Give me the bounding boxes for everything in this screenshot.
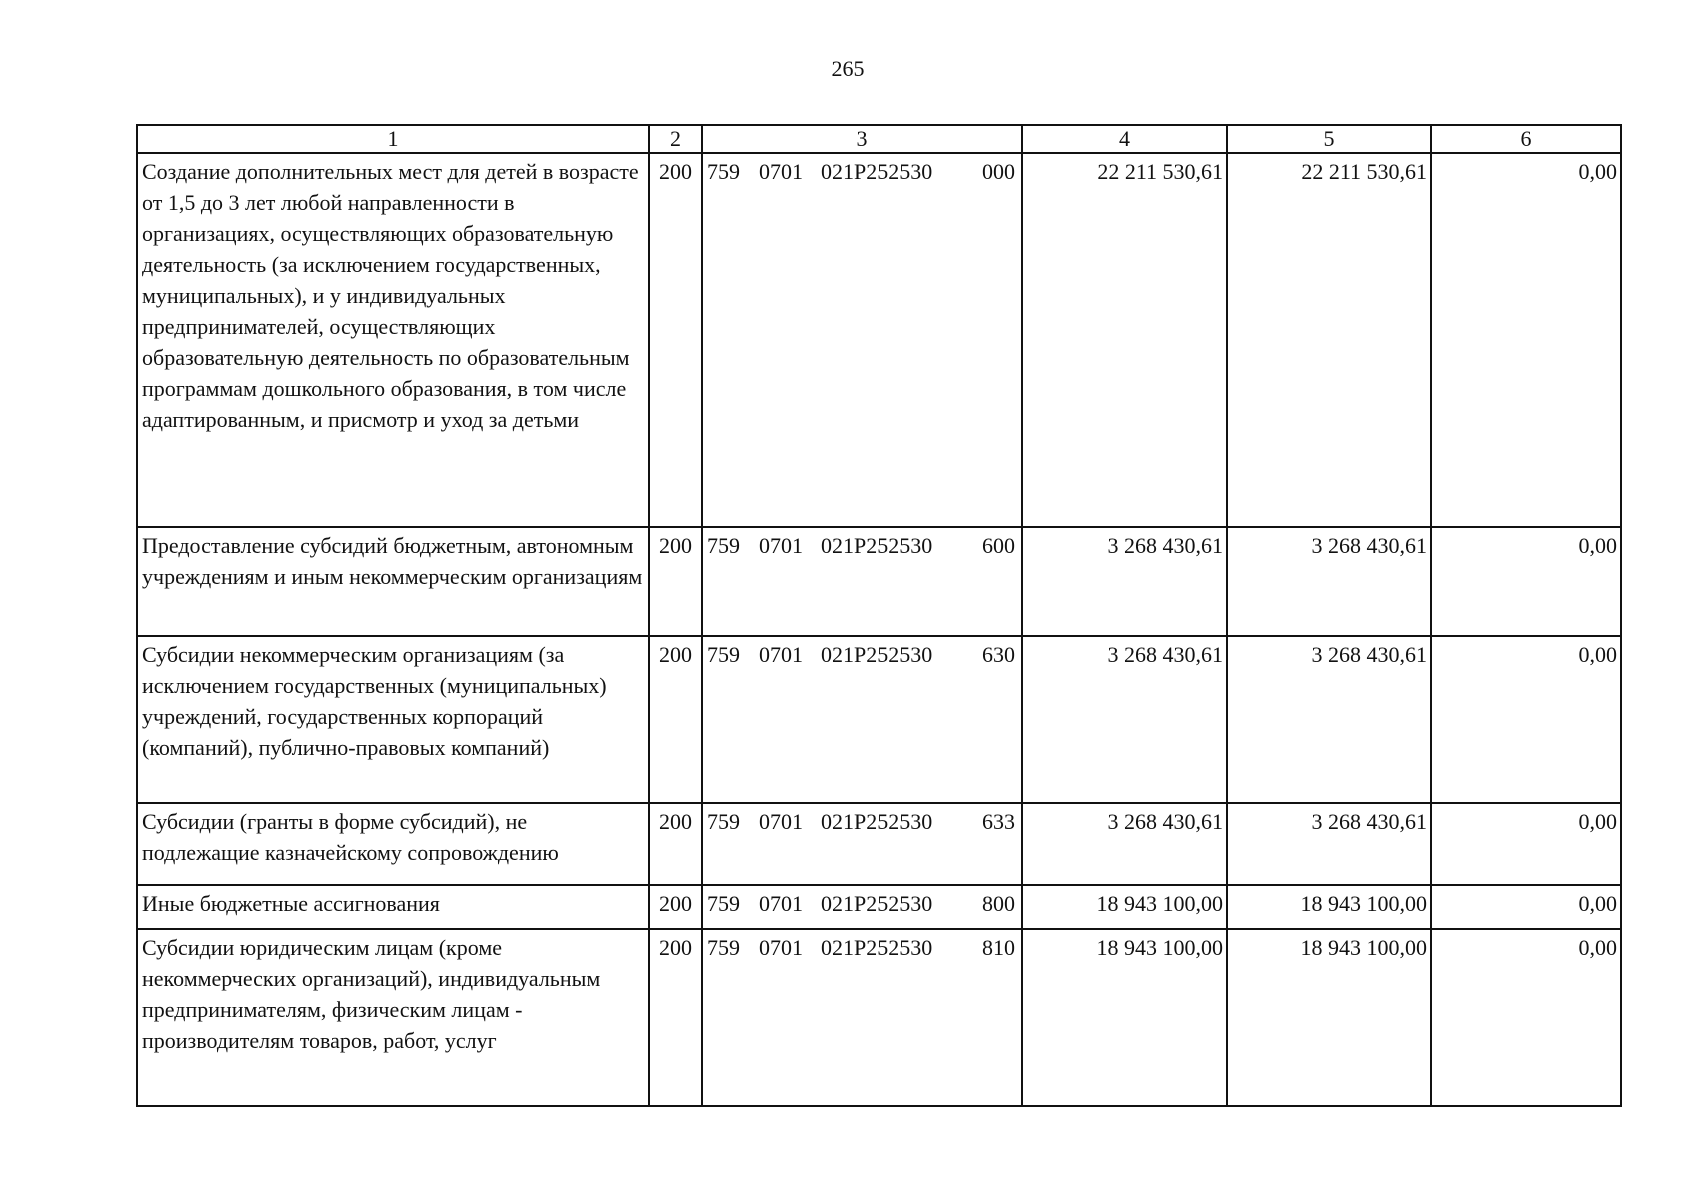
row-code xyxy=(702,153,1022,527)
table-row xyxy=(137,885,1621,929)
row-col4: 22 211 530,61 xyxy=(1022,153,1227,527)
row-col4: 3 268 430,61 xyxy=(1022,803,1227,885)
header-cell: 6 xyxy=(1431,125,1621,153)
header-cell: 1 xyxy=(137,125,649,153)
row-name: Субсидии юридическим лицам (кроме некоммерческих организаций), индивидуальным предпринимателям, физическим лицам - производителям товаров, работ, услуг xyxy=(137,929,649,1106)
row-col4: 18 943 100,00 xyxy=(1022,929,1227,1106)
row-col4: 3 268 430,61 xyxy=(1022,636,1227,803)
row-col6: 0,00 xyxy=(1431,527,1621,636)
code-part: 0701 xyxy=(759,642,803,667)
row-code xyxy=(702,803,1022,885)
header-cell: 4 xyxy=(1022,125,1227,153)
row-col4: 18 943 100,00 xyxy=(1022,885,1227,929)
row-code xyxy=(702,527,1022,636)
code-part: 0701 xyxy=(759,533,803,558)
code-part: 021P252530 xyxy=(821,642,933,667)
code-part: 0701 xyxy=(759,809,803,834)
row-code xyxy=(702,929,1022,1106)
row-col2: 200 xyxy=(649,636,702,803)
row-col5: 3 268 430,61 xyxy=(1227,527,1431,636)
code-part: 800 xyxy=(982,891,1015,916)
row-col6: 0,00 xyxy=(1431,885,1621,929)
row-name: Создание дополнительных мест для детей в возрасте от 1,5 до 3 лет любой направленности в организациях, осуществляющих образовательную деятельность (за исключением государственных, муниципальных), и у индивидуальных предпринимателей, осуществляющих образовательную деятельность по образовательным программам дошкольного образования, в том числе адаптированным, и присмотр и уход за детьми xyxy=(137,153,649,527)
row-col6: 0,00 xyxy=(1431,929,1621,1106)
header-cell: 2 xyxy=(649,125,702,153)
code-part: 633 xyxy=(982,809,1015,834)
row-col5: 18 943 100,00 xyxy=(1227,885,1431,929)
code-part: 759 xyxy=(707,159,740,184)
row-col5: 18 943 100,00 xyxy=(1227,929,1431,1106)
code-part: 630 xyxy=(982,642,1015,667)
row-col2: 200 xyxy=(649,527,702,636)
table-row xyxy=(137,153,1621,527)
code-part: 759 xyxy=(707,642,740,667)
header-cell: 3 xyxy=(702,125,1022,153)
row-col5: 3 268 430,61 xyxy=(1227,636,1431,803)
budget-table xyxy=(136,124,1622,1107)
row-name: Субсидии (гранты в форме субсидий), не подлежащие казначейскому сопровождению xyxy=(137,803,649,885)
header-row xyxy=(137,125,1621,153)
code-part: 021P252530 xyxy=(821,533,933,558)
row-col5: 22 211 530,61 xyxy=(1227,153,1431,527)
code-part: 021P252530 xyxy=(821,935,933,960)
row-col6: 0,00 xyxy=(1431,153,1621,527)
row-code xyxy=(702,885,1022,929)
row-col2: 200 xyxy=(649,803,702,885)
table-row xyxy=(137,929,1621,1106)
code-part: 0701 xyxy=(759,159,803,184)
code-part: 759 xyxy=(707,533,740,558)
row-col2: 200 xyxy=(649,153,702,527)
code-part: 810 xyxy=(982,935,1015,960)
code-part: 000 xyxy=(982,159,1015,184)
header-cell: 5 xyxy=(1227,125,1431,153)
table-row xyxy=(137,636,1621,803)
page-number: 265 xyxy=(831,56,865,81)
table-row xyxy=(137,527,1621,636)
row-col2: 200 xyxy=(649,885,702,929)
row-name: Предоставление субсидий бюджетным, автономным учреждениям и иным некоммерческим организациям xyxy=(137,527,649,636)
row-col2: 200 xyxy=(649,929,702,1106)
code-part: 600 xyxy=(982,533,1015,558)
code-part: 0701 xyxy=(759,935,803,960)
code-part: 759 xyxy=(707,809,740,834)
code-part: 759 xyxy=(707,891,740,916)
code-part: 021P252530 xyxy=(821,159,933,184)
row-col6: 0,00 xyxy=(1431,803,1621,885)
row-name: Иные бюджетные ассигнования xyxy=(137,885,649,929)
row-name: Субсидии некоммерческим организациям (за исключением государственных (муниципальных) учреждений, государственных корпораций (компаний), публично-правовых компаний) xyxy=(137,636,649,803)
row-col6: 0,00 xyxy=(1431,636,1621,803)
row-code xyxy=(702,636,1022,803)
code-part: 021P252530 xyxy=(821,809,933,834)
code-part: 759 xyxy=(707,935,740,960)
code-part: 0701 xyxy=(759,891,803,916)
row-col5: 3 268 430,61 xyxy=(1227,803,1431,885)
code-part: 021P252530 xyxy=(821,891,933,916)
table-row xyxy=(137,803,1621,885)
row-col4: 3 268 430,61 xyxy=(1022,527,1227,636)
